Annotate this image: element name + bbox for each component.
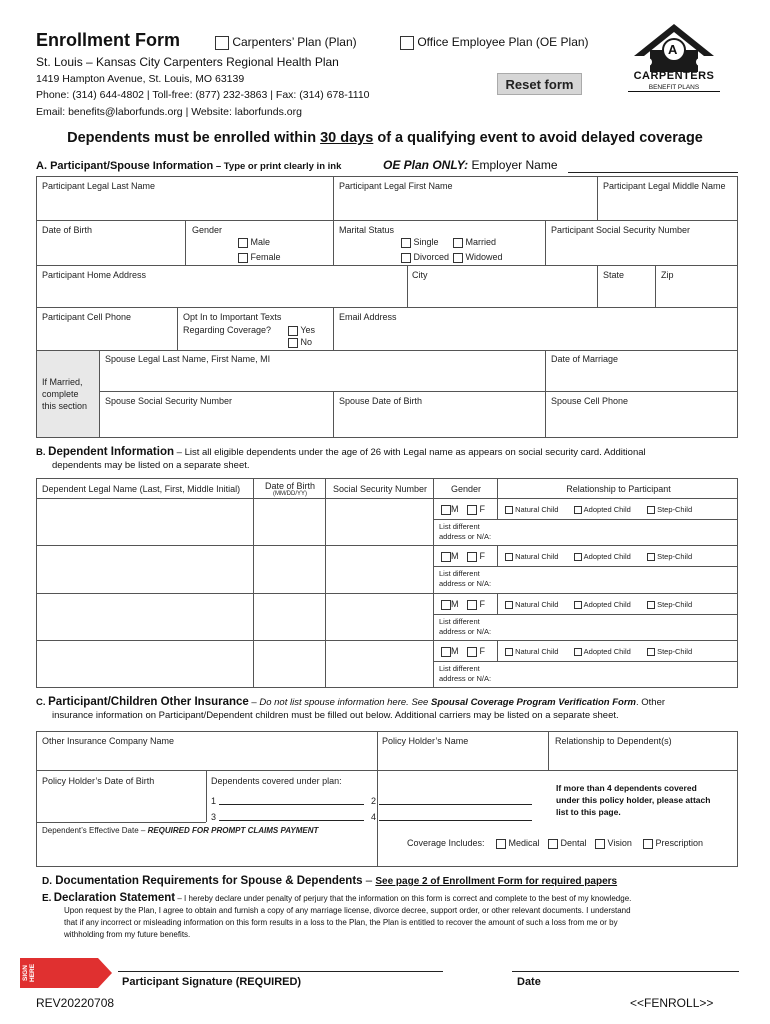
addr-line-1: List different xyxy=(439,617,480,626)
medical-label: Medical xyxy=(508,838,540,848)
section-a-note: – Type or print clearly in ink xyxy=(213,161,342,172)
dependent-4-name-field[interactable] xyxy=(37,641,252,686)
middle-name-field[interactable]: Participant Legal Middle Name xyxy=(603,181,726,191)
opt-in-yes-option[interactable] xyxy=(288,325,315,336)
adopted-checkbox[interactable] xyxy=(574,553,582,561)
spouse-name-field[interactable]: Spouse Legal Last Name, First Name, MI xyxy=(105,354,271,364)
if-married-line-3: this section xyxy=(42,401,88,411)
dental-label: Dental xyxy=(560,838,587,848)
female-option[interactable] xyxy=(238,252,281,263)
if-married-line-2: complete xyxy=(42,389,79,399)
section-c-desc-2: insurance information on Participant/Dependent children must be filled out below. Additional carriers may be listed on a separate sheet. xyxy=(52,710,619,721)
insurance-company-field[interactable]: Other Insurance Company Name xyxy=(42,736,175,746)
marital-status-label: Marital Status xyxy=(339,225,395,235)
if-married-note xyxy=(42,376,87,412)
employer-name-label: Employer Name xyxy=(471,158,558,172)
addr-line-2: address or N/A: xyxy=(439,674,492,683)
form-code: <<FENROLL>> xyxy=(630,996,714,1010)
opt-in-no-option[interactable] xyxy=(288,337,312,348)
section-c-desc-d: . Other xyxy=(636,697,666,708)
spousal-form-reference: Spousal Coverage Program Verification Form xyxy=(430,697,636,708)
oe-plan-option[interactable] xyxy=(400,35,589,50)
plan-email: Email: benefits@laborfunds.org | Website: laborfunds.org xyxy=(36,106,302,118)
gender-m-checkbox[interactable] xyxy=(441,505,451,515)
gender-m-checkbox[interactable] xyxy=(441,600,451,610)
dependent-2-step-option[interactable] xyxy=(647,552,692,561)
logo-name: CARPENTERS xyxy=(633,70,715,82)
gender-m-label: M xyxy=(451,551,459,561)
plan-phone: Phone: (314) 644-4802 | Toll-free: (877) 232-3863 | Fax: (314) 678-1110 xyxy=(36,89,370,101)
notice-days: 30 days xyxy=(320,130,374,146)
section-d-dash: – xyxy=(362,875,376,887)
dependent-4-step-option[interactable] xyxy=(647,647,692,656)
dependent-4-gender-f[interactable] xyxy=(467,646,485,657)
widowed-label: Widowed xyxy=(465,252,503,262)
logo-letter: A xyxy=(668,42,678,57)
male-checkbox[interactable] xyxy=(238,238,248,248)
coverage-dental-option[interactable] xyxy=(548,838,587,849)
dental-checkbox[interactable] xyxy=(548,839,558,849)
ssn-field[interactable]: Participant Social Security Number xyxy=(551,225,691,235)
covered-dep-4-field[interactable] xyxy=(379,820,532,821)
married-option[interactable] xyxy=(453,237,496,248)
married-label: Married xyxy=(465,237,497,247)
employer-name-field[interactable] xyxy=(568,172,738,173)
coverage-prescription-option[interactable] xyxy=(643,838,703,849)
section-a-heading xyxy=(36,160,341,172)
vision-label: Vision xyxy=(607,838,632,848)
widowed-option[interactable] xyxy=(453,252,503,263)
section-b-desc-2: dependents may be listed on a separate sheet. xyxy=(52,460,250,471)
dependent-3-gender-f[interactable] xyxy=(467,599,485,610)
section-c-desc-b: Do not list spouse information here. See xyxy=(259,697,431,708)
date-field[interactable] xyxy=(512,971,739,972)
covered-dep-1-label: 1 xyxy=(211,796,217,806)
first-name-field[interactable]: Participant Legal First Name xyxy=(339,181,453,191)
eff-date-required: REQUIRED FOR PROMPT CLAIMS PAYMENT xyxy=(147,826,319,835)
addr-line-2: address or N/A: xyxy=(439,532,492,541)
carpenters-logo xyxy=(628,22,720,98)
section-c-heading xyxy=(36,696,746,722)
no-label: No xyxy=(300,337,313,347)
natural-checkbox[interactable] xyxy=(505,648,513,656)
vision-checkbox[interactable] xyxy=(595,839,605,849)
city-field[interactable]: City xyxy=(412,270,428,280)
dependent-3-step-option[interactable] xyxy=(647,600,692,609)
page-title: Enrollment Form xyxy=(36,30,181,50)
spouse-cell-field[interactable]: Spouse Cell Phone xyxy=(551,396,629,406)
male-label: Male xyxy=(250,237,271,247)
carpenters-plan-checkbox[interactable] xyxy=(215,36,229,50)
revision-code: REV20220708 xyxy=(36,996,115,1010)
single-option[interactable] xyxy=(401,237,439,248)
gender-m-checkbox[interactable] xyxy=(441,552,451,562)
gender-f-checkbox[interactable] xyxy=(467,552,477,562)
gender-f-checkbox[interactable] xyxy=(467,600,477,610)
gender-f-checkbox[interactable] xyxy=(467,647,477,657)
section-c-letter: C. xyxy=(36,697,46,708)
dependent-4-adopted-option[interactable] xyxy=(574,647,631,656)
dependent-1-natural-option[interactable] xyxy=(505,505,558,514)
step-checkbox[interactable] xyxy=(647,553,655,561)
logo-sub: BENEFIT PLANS xyxy=(628,84,720,92)
dependent-4-address-label xyxy=(439,664,491,684)
step-checkbox[interactable] xyxy=(647,648,655,656)
more-note-2: under this policy holder, please attach xyxy=(556,795,711,805)
dependent-3-natural-option[interactable] xyxy=(505,600,558,609)
declaration-line-4: withholding from my future benefits. xyxy=(64,930,191,939)
natural-label: Natural Child xyxy=(515,552,559,561)
section-a-title: Participant/Spouse Information xyxy=(50,160,214,172)
col-relationship: Relationship to Participant xyxy=(566,484,671,494)
dependent-1-gender-m[interactable] xyxy=(441,504,459,515)
natural-checkbox[interactable] xyxy=(505,506,513,514)
medical-checkbox[interactable] xyxy=(496,839,506,849)
policy-holder-name-field[interactable]: Policy Holder’s Name xyxy=(382,736,469,746)
more-dependents-note xyxy=(556,782,710,818)
section-d-title: Documentation Requirements for Spouse & Dependents xyxy=(55,875,363,887)
dob-field[interactable]: Date of Birth xyxy=(42,225,93,235)
adopted-label: Adopted Child xyxy=(583,600,631,609)
oe-employer-row xyxy=(383,158,558,172)
reset-form-button[interactable]: Reset form xyxy=(497,73,582,95)
opt-in-label-1: Opt In to Important Texts xyxy=(183,312,282,322)
spouse-ssn-field[interactable]: Spouse Social Security Number xyxy=(105,396,233,406)
oe-only-label: OE Plan ONLY: xyxy=(383,158,469,172)
relationship-dependents-field[interactable]: Relationship to Dependent(s) xyxy=(555,736,672,746)
dependent-3-address-label xyxy=(439,617,491,637)
policy-holder-dob-field[interactable]: Policy Holder’s Date of Birth xyxy=(42,776,155,786)
covered-dep-3-field[interactable] xyxy=(219,820,364,821)
dependent-1-step-option[interactable] xyxy=(647,505,692,514)
adopted-label: Adopted Child xyxy=(583,552,631,561)
more-note-3: list to this page. xyxy=(556,807,621,817)
sign-here-label: SIGN HERE xyxy=(22,963,36,983)
step-label: Step-Child xyxy=(657,552,693,561)
dependent-3-dob-field[interactable] xyxy=(254,594,324,639)
declaration-line-1: – I hereby declare under penalty of perjury that the information on this form is correct and complete to the best of my knowledge. xyxy=(175,894,632,903)
gender-f-label: F xyxy=(479,551,486,561)
spouse-dob-field[interactable]: Spouse Date of Birth xyxy=(339,396,423,406)
covered-dep-2-field[interactable] xyxy=(379,804,532,805)
female-label: Female xyxy=(250,252,281,262)
natural-checkbox[interactable] xyxy=(505,553,513,561)
section-a-letter: A. xyxy=(36,160,47,172)
carpenters-plan-label: Carpenters’ Plan (Plan) xyxy=(232,35,357,49)
covered-dep-3-label: 3 xyxy=(211,812,217,822)
col-dependent-name: Dependent Legal Name (Last, First, Middle Initial) xyxy=(42,484,241,494)
oe-plan-label: Office Employee Plan (OE Plan) xyxy=(417,35,589,49)
dependent-3-ssn-field[interactable] xyxy=(326,594,432,639)
natural-label: Natural Child xyxy=(515,505,559,514)
natural-checkbox[interactable] xyxy=(505,601,513,609)
step-checkbox[interactable] xyxy=(647,601,655,609)
enrollment-notice xyxy=(0,130,770,146)
addr-line-1: List different xyxy=(439,664,480,673)
dependent-2-address-field[interactable] xyxy=(505,567,737,591)
step-label: Step-Child xyxy=(657,505,693,514)
adopted-label: Adopted Child xyxy=(583,505,631,514)
eff-date-label: Dependent’s Effective Date – xyxy=(42,826,148,835)
yes-label: Yes xyxy=(300,325,316,335)
married-checkbox[interactable] xyxy=(453,238,463,248)
dependent-2-address-label xyxy=(439,569,491,589)
home-address-field[interactable]: Participant Home Address xyxy=(42,270,147,280)
dependent-1-address-field[interactable] xyxy=(505,520,737,544)
gender-m-checkbox[interactable] xyxy=(441,647,451,657)
required-papers-link[interactable]: See page 2 of Enrollment Form for required papers xyxy=(375,876,618,887)
addr-line-1: List different xyxy=(439,522,480,531)
section-b-desc-1: – List all eligible dependents under the age of 26 with Legal name as appears on social security card. Additional xyxy=(174,447,646,458)
section-d-heading xyxy=(42,875,617,887)
col-ssn: Social Security Number xyxy=(332,484,428,494)
gender-f-checkbox[interactable] xyxy=(467,505,477,515)
oe-plan-checkbox[interactable] xyxy=(400,36,414,50)
adopted-label: Adopted Child xyxy=(583,647,631,656)
cell-phone-field[interactable]: Participant Cell Phone xyxy=(42,312,132,322)
notice-before: Dependents must be enrolled within xyxy=(67,130,321,146)
dependent-4-natural-option[interactable] xyxy=(505,647,558,656)
declaration-line-2: Upon request by the Plan, I agree to obtain and furnish a copy of any marriage license, divorce decree, support order, or other relevant documents. I understand xyxy=(64,906,631,915)
natural-label: Natural Child xyxy=(515,647,559,656)
dependent-1-gender-f[interactable] xyxy=(467,504,485,515)
opt-in-yes-checkbox[interactable] xyxy=(288,326,298,336)
zip-field[interactable]: Zip xyxy=(661,270,674,280)
opt-in-label-2: Regarding Coverage? xyxy=(183,325,272,335)
section-b-heading xyxy=(36,446,736,472)
divorced-option[interactable] xyxy=(401,252,449,263)
gender-f-label: F xyxy=(479,599,486,609)
email-field[interactable]: Email Address xyxy=(339,312,397,322)
widowed-checkbox[interactable] xyxy=(453,253,463,263)
signature-field[interactable] xyxy=(118,971,443,972)
dependent-2-ssn-field[interactable] xyxy=(326,546,432,591)
coverage-vision-option[interactable] xyxy=(595,838,632,849)
section-c-title: Participant/Children Other Insurance xyxy=(48,696,249,708)
gender-m-label: M xyxy=(451,646,459,656)
col-gender: Gender xyxy=(450,484,482,494)
addr-line-2: address or N/A: xyxy=(439,579,492,588)
section-b-title: Dependent Information xyxy=(48,446,175,458)
dependent-4-gender-m[interactable] xyxy=(441,646,459,657)
coverage-medical-option[interactable] xyxy=(496,838,540,849)
section-e-title: Declaration Statement xyxy=(53,892,176,904)
covered-dep-2-label: 2 xyxy=(371,796,377,806)
gender-m-label: M xyxy=(451,599,459,609)
dependent-1-adopted-option[interactable] xyxy=(574,505,631,514)
single-label: Single xyxy=(413,237,439,247)
dependent-2-name-field[interactable] xyxy=(37,546,252,591)
if-married-line-1: If Married, xyxy=(42,377,83,387)
section-d-letter: D. xyxy=(42,876,52,887)
dependent-4-dob-field[interactable] xyxy=(254,641,324,686)
dependent-4-ssn-field[interactable] xyxy=(326,641,432,686)
dependent-1-name-field[interactable] xyxy=(37,499,252,544)
adopted-checkbox[interactable] xyxy=(574,601,582,609)
dependent-1-dob-field[interactable] xyxy=(254,499,324,544)
coverage-includes-label: Coverage Includes: xyxy=(407,838,485,848)
dependent-2-dob-field[interactable] xyxy=(254,546,324,591)
covered-dep-4-label: 4 xyxy=(371,812,377,822)
dependent-3-address-field[interactable] xyxy=(505,615,737,639)
prescription-checkbox[interactable] xyxy=(643,839,653,849)
dependent-3-gender-m[interactable] xyxy=(441,599,459,610)
dependent-4-address-field[interactable] xyxy=(505,662,737,686)
dependent-3-name-field[interactable] xyxy=(37,594,252,639)
last-name-field[interactable]: Participant Legal Last Name xyxy=(42,181,156,191)
dependent-3-adopted-option[interactable] xyxy=(574,600,631,609)
dependent-2-gender-m[interactable] xyxy=(441,551,459,562)
section-c-dash: – xyxy=(248,697,260,708)
dependents-covered-label: Dependents covered under plan: xyxy=(211,776,342,786)
section-e-letter: E. xyxy=(42,893,52,904)
signature-label: Participant Signature (REQUIRED) xyxy=(122,976,302,988)
adopted-checkbox[interactable] xyxy=(574,506,582,514)
divorced-label: Divorced xyxy=(413,252,450,262)
step-label: Step-Child xyxy=(657,600,693,609)
male-option[interactable] xyxy=(238,237,270,248)
plan-address: 1419 Hampton Avenue, St. Louis, MO 63139 xyxy=(36,73,245,85)
gender-f-label: F xyxy=(479,646,486,656)
dependent-2-natural-option[interactable] xyxy=(505,552,558,561)
gender-f-label: F xyxy=(479,504,486,514)
dependent-1-address-label xyxy=(439,522,491,542)
section-b-letter: B. xyxy=(36,447,46,458)
prescription-label: Prescription xyxy=(655,838,704,848)
more-note-1: If more than 4 dependents covered xyxy=(556,783,697,793)
dependent-2-adopted-option[interactable] xyxy=(574,552,631,561)
declaration-line-3: that if any incorrect or misleading information on this form results in a loss to the Plan, the Plan is entitled to recover the amount of such a loss from me or by xyxy=(64,918,618,927)
step-label: Step-Child xyxy=(657,647,693,656)
carpenters-plan-option[interactable] xyxy=(215,35,357,50)
sign-here-tab xyxy=(20,958,112,988)
adopted-checkbox[interactable] xyxy=(574,648,582,656)
covered-dep-1-field[interactable] xyxy=(219,804,364,805)
plan-subtitle: St. Louis – Kansas City Carpenters Regional Health Plan xyxy=(36,55,339,69)
dependent-1-ssn-field[interactable] xyxy=(326,499,432,544)
step-checkbox[interactable] xyxy=(647,506,655,514)
effective-date-field[interactable] xyxy=(42,826,318,835)
notice-after: of a qualifying event to avoid delayed coverage xyxy=(373,130,703,146)
marriage-date-field[interactable]: Date of Marriage xyxy=(551,354,619,364)
natural-label: Natural Child xyxy=(515,600,559,609)
dependent-2-gender-f[interactable] xyxy=(467,551,485,562)
addr-line-1: List different xyxy=(439,569,480,578)
addr-line-2: address or N/A: xyxy=(439,627,492,636)
section-e-declaration xyxy=(42,892,742,941)
opt-in-no-checkbox[interactable] xyxy=(288,338,298,348)
gender-label: Gender xyxy=(192,225,223,235)
divorced-checkbox[interactable] xyxy=(401,253,411,263)
gender-m-label: M xyxy=(451,504,459,514)
col-dob-format: (MM/DD/YY) xyxy=(273,491,307,497)
female-checkbox[interactable] xyxy=(238,253,248,263)
col-dob: Date of Birth xyxy=(264,481,316,491)
date-label: Date xyxy=(517,976,541,988)
single-checkbox[interactable] xyxy=(401,238,411,248)
state-field[interactable]: State xyxy=(603,270,625,280)
